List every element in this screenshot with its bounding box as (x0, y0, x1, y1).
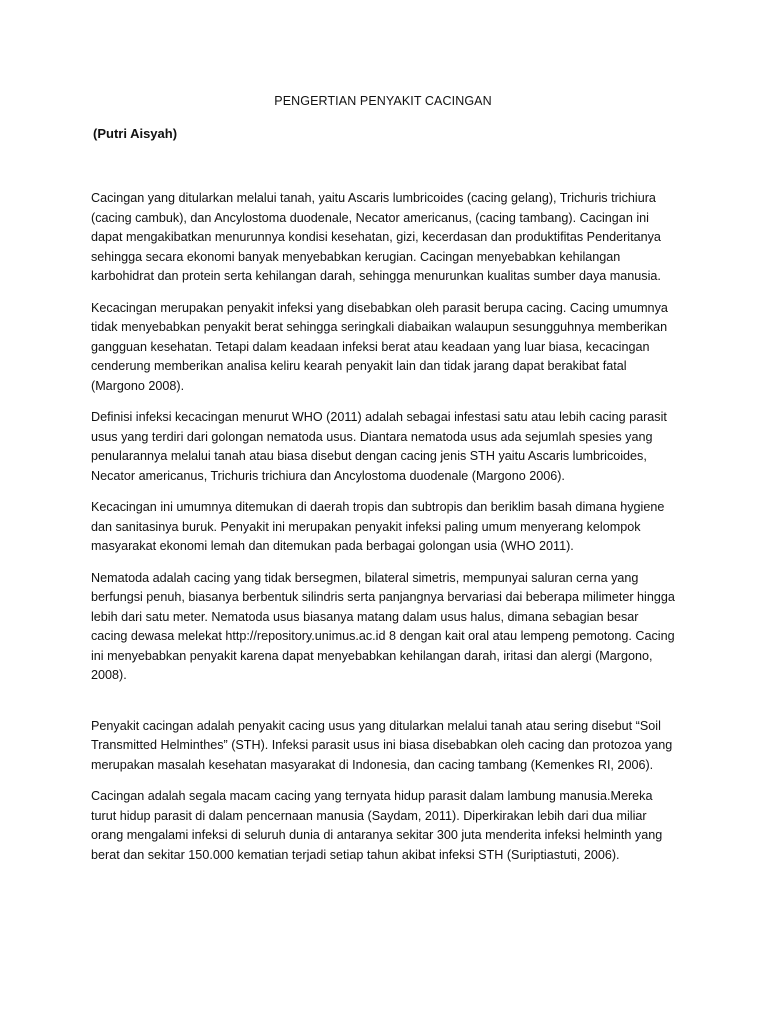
paragraph: Kecacingan merupakan penyakit infeksi yang disebabkan oleh parasit berupa cacing. Cacing umumnya tidak menyebabkan penyakit berat sehingga seringkali diabaikan walaupun sesungguhnya memberikan gangguan kesehatan. Tetapi dalam keadaan infeksi berat atau keadaan yang luar biasa, kecacingan cenderung memberikan analisa keliru kearah penyakit lain dan tidak jarang dapat berakibat fatal (Margono 2008). (91, 300, 668, 393)
paragraph: Nematoda adalah cacing yang tidak bersegmen, bilateral simetris, mempunyai saluran cerna yang berfungsi penuh, biasanya berbentuk silindris serta panjangnya bervariasi dai beberapa milimeter hingga lebih dari satu meter. Nematoda usus biasanya matang dalam usus halus, dimana sebagian besar cacing dewasa melekat http://repository.unimus.ac.id 8 dengan kait oral atau lempeng pemotong. Cacing ini menyebabkan penyakit karena dapat menyebabkan kehilangan darah, iritasi dan alergi (Margono, 2008). (91, 570, 675, 682)
blank-line (91, 698, 675, 717)
document-title: PENGERTIAN PENYAKIT CACINGAN (274, 94, 492, 108)
document-author: (Putri Aisyah) (93, 126, 178, 141)
paragraph: Kecacingan ini umumnya ditemukan di daerah tropis dan subtropis dan beriklim basah dimana hygiene dan sanitasinya buruk. Penyakit ini merupakan penyakit infeksi paling umum menyerang kelompok masyarakat ekonomi lemah dan ditemukan pada berbagai golongan usia (WHO 2011). (91, 500, 665, 553)
paragraph: Penyakit cacingan adalah penyakit cacing usus yang ditularkan melalui tanah atau sering disebut “Soil Transmitted Helminthes” (STH). Infeksi parasit usus ini biasa disebabkan oleh cacing dan protozoa yang merupakan masalah kesehatan masyarakat di Indonesia, dan cacing tambang (Kemenkes RI, 2006). (91, 718, 673, 772)
paragraph: Cacingan adalah segala macam cacing yang ternyata hidup parasit dalam lambung manusia.Mereka turut hidup parasit di dalam pencernaan manusia (Saydam, 2011). Diperkirakan lebih dari dua miliar orang mengalami infeksi di seluruh dunia di antaranya sekitar 300 juta menderita infeksi helminth yang berat dan sekitar 150.000 kematian terjadi setiap tahun akibat infeksi STH (Suriptiastuti, 2006). (91, 789, 663, 862)
paragraph: Cacingan yang ditularkan melalui tanah, yaitu Ascaris lumbricoides (cacing gelang), Trichuris trichiura (cacing cambuk), dan Ancylostoma duodenale, Necator americanus, (cacing tambang). Cacingan ini dapat mengakibatkan menurunnya kondisi kesehatan, gizi, kecerdasan dan produktifitas Penderitanya sehingga secara ekonomi banyak menyebabkan kerugian. Cacingan menyebabkan kehilangan karbohidrat dan protein serta kehilangan darah, sehingga menurunkan kualitas sumber daya manusia. (91, 191, 661, 283)
paragraph: Definisi infeksi kecacingan menurut WHO (2011) adalah sebagai infestasi satu atau lebih cacing parasit usus yang terdiri dari golongan nematoda usus. Diantara nematoda usus ada sejumlah spesies yang penularannya melalui tanah atau biasa disebut dengan cacing jenis STH yaitu Ascaris lumbricoides, Necator americanus, Trichuris trichiura dan Ancylostoma duodenale (Margono 2006). (91, 410, 667, 483)
